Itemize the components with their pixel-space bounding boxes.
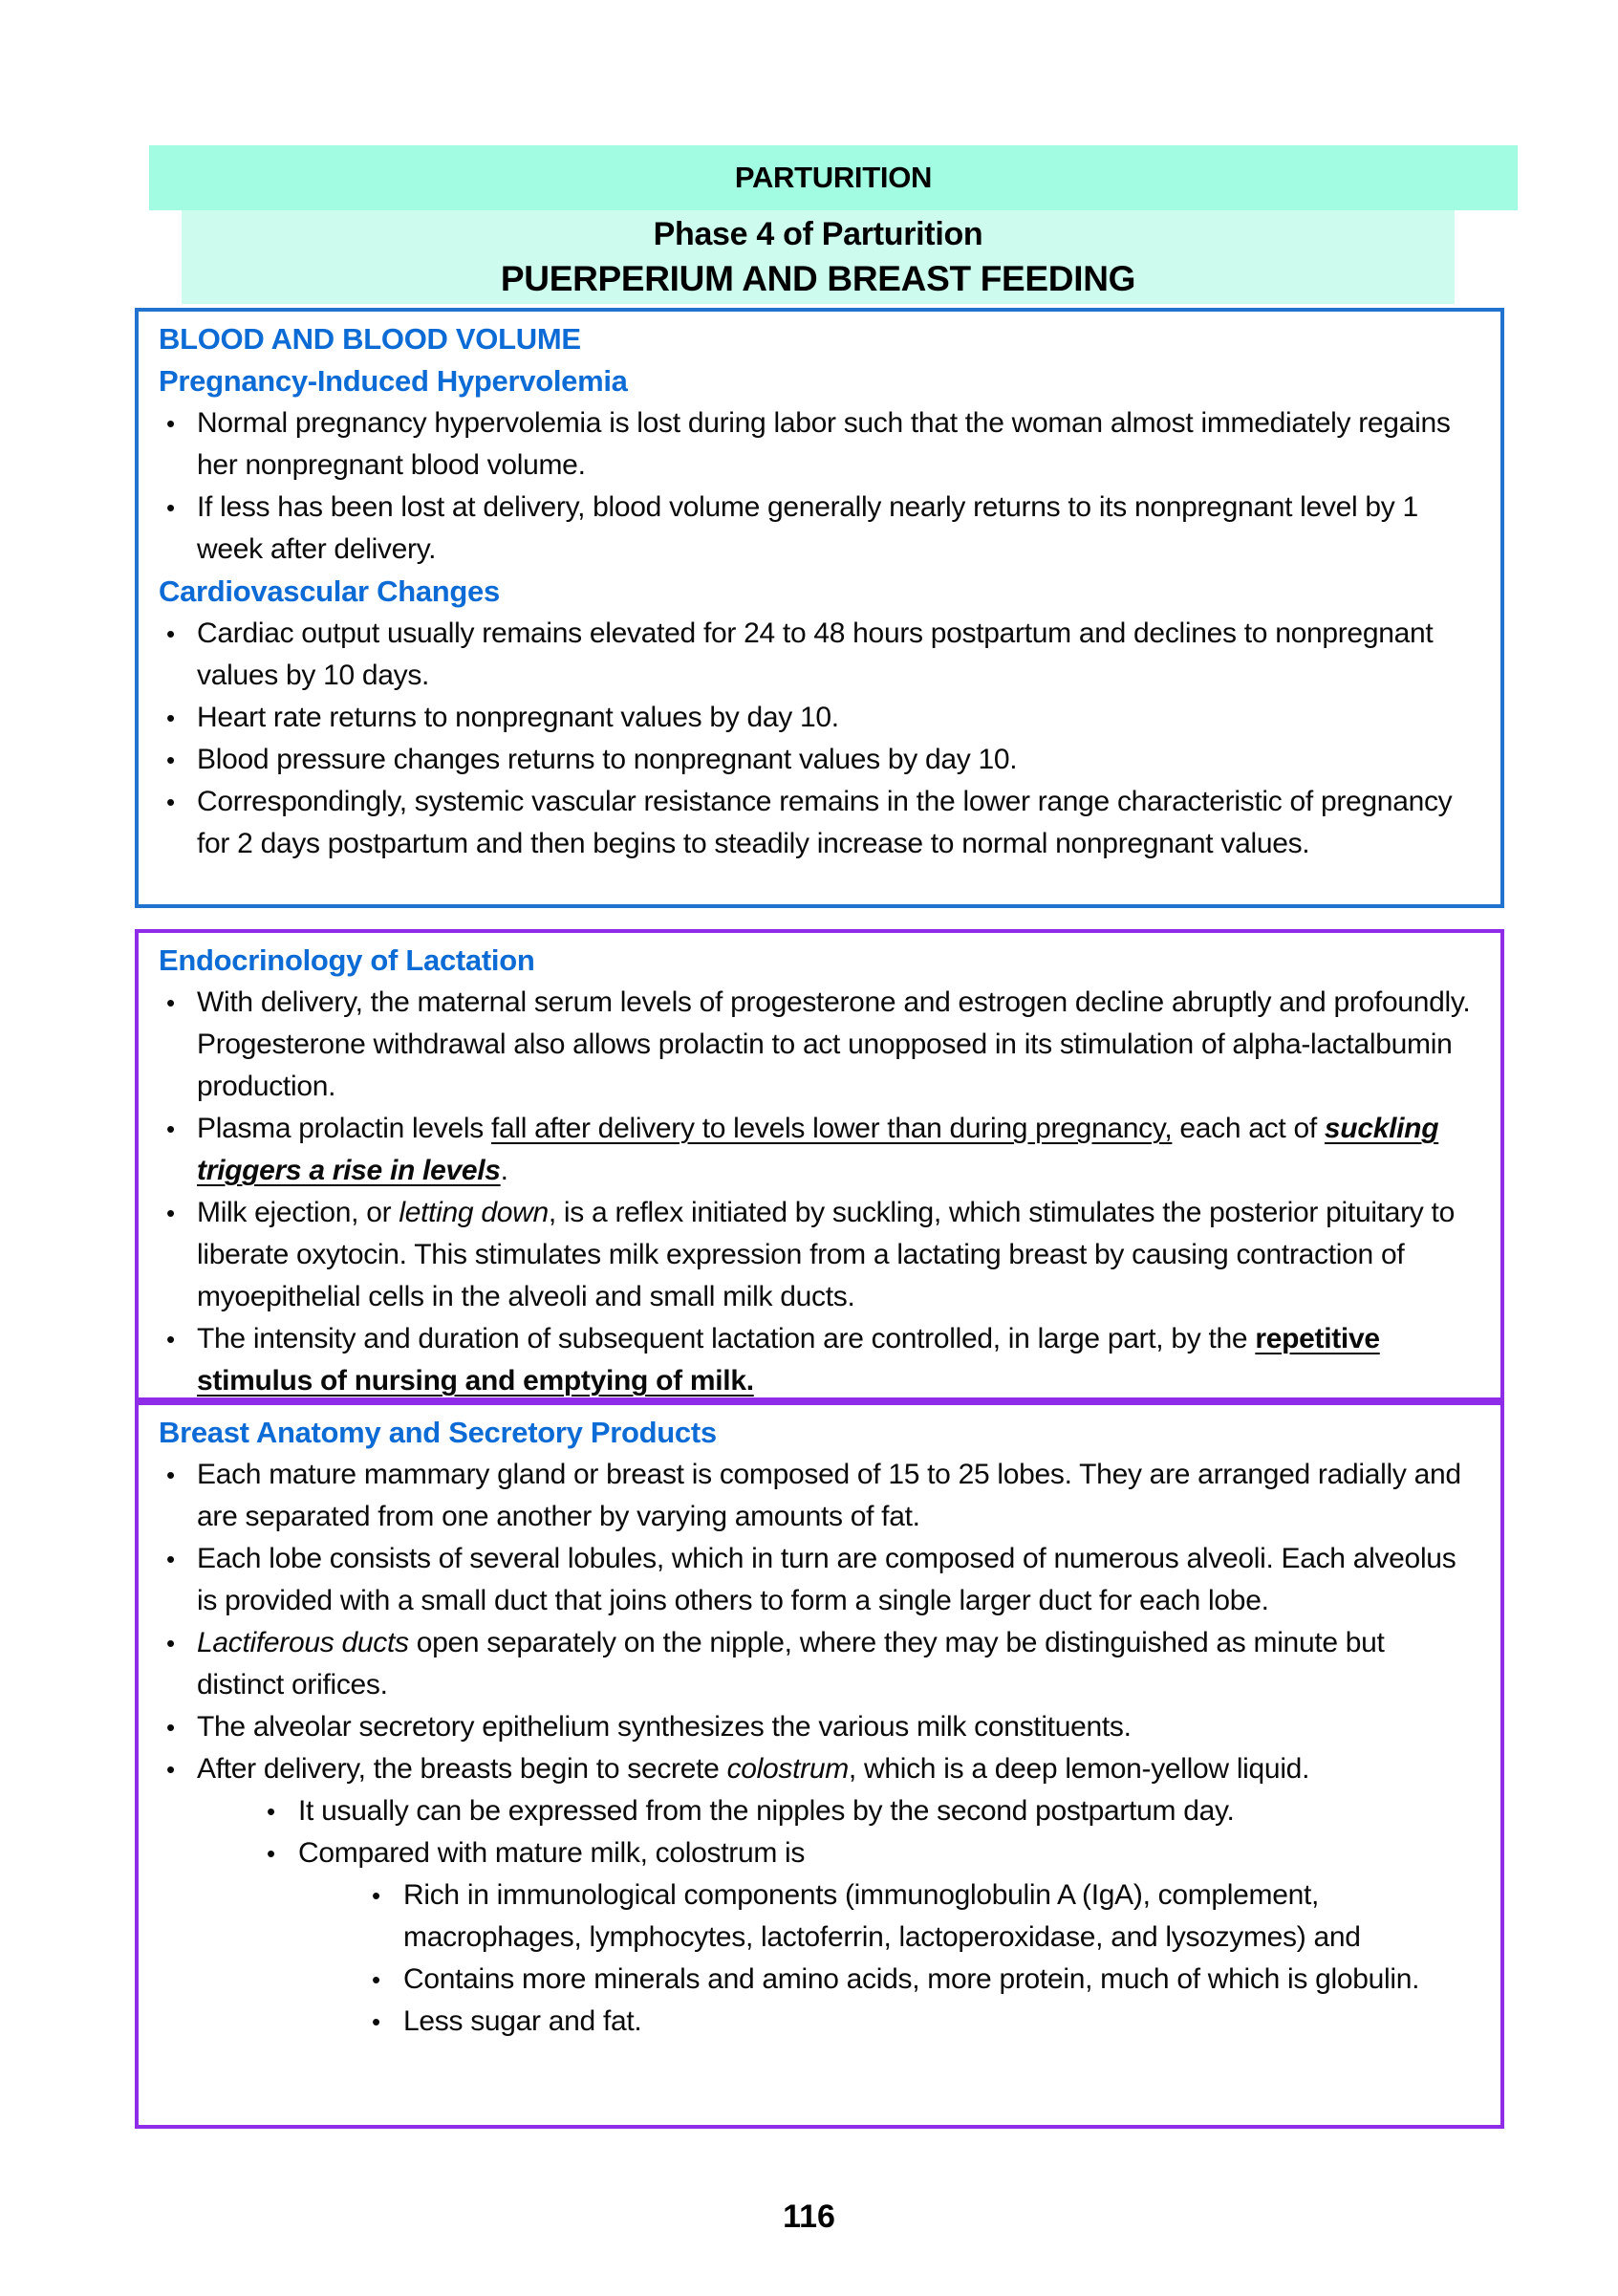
list-item — [159, 487, 1478, 571]
list-item — [159, 1538, 1478, 1622]
list-item — [159, 697, 1478, 739]
bullet-icon: • — [166, 1115, 175, 1143]
bullet-icon: • — [166, 746, 175, 774]
list-item-text: It usually can be expressed from the nipples by the second postpartum day. — [298, 1795, 1235, 1827]
section-box-endocrinology-lactation — [135, 929, 1504, 1401]
list-item — [159, 1874, 1478, 1959]
section-heading: BLOOD AND BLOOD VOLUME — [159, 322, 581, 356]
bullet-icon: • — [166, 988, 175, 1017]
list-item-text: Plasma prolactin levels fall after delivery to levels lower than during pregnancy, each act of suckling triggers a rise in levels. — [197, 1113, 1439, 1186]
list-item-text: Rich in immunological components (immunoglobulin A (IgA), complement, macrophages, lymphocytes, lactoferrin, lactoperoxidase, and lysozymes) and — [403, 1879, 1361, 1953]
bullet-icon: • — [166, 1755, 175, 1784]
bullet-icon: • — [267, 1797, 275, 1826]
list-item — [159, 1454, 1478, 1538]
page-number: 116 — [783, 2199, 835, 2235]
list-item — [159, 1832, 1478, 1874]
list-item-text: Normal pregnancy hypervolemia is lost during labor such that the woman almost immediately regains her nonpregnant blood volume. — [197, 407, 1451, 481]
list-item — [159, 1748, 1478, 1790]
bullet-icon: • — [166, 1199, 175, 1227]
section-heading: Endocrinology of Lactation — [159, 943, 535, 977]
list-item — [159, 1108, 1478, 1192]
list-item-text: Heart rate returns to nonpregnant values by day 10. — [197, 702, 839, 733]
list-item — [159, 613, 1478, 697]
list-item-text: Blood pressure changes returns to nonpregnant values by day 10. — [197, 744, 1018, 775]
bullet-icon: • — [372, 1965, 380, 1994]
list-item-text: Lactiferous ducts open separately on the nipple, where they may be distinguished as minute but distinct orifices. — [197, 1627, 1385, 1700]
list-item — [159, 1706, 1478, 1748]
list-item — [159, 2001, 1478, 2043]
bullet-icon: • — [166, 619, 175, 648]
bullet-icon: • — [166, 1545, 175, 1573]
section-box-blood-volume — [135, 308, 1504, 908]
list-item-text: Milk ejection, or letting down, is a reflex initiated by suckling, which stimulates the posterior pituitary to liberate oxytocin. This stimulates milk expression from a lactating breast by causing contraction of myoepithelial cells in the alveoli and small milk ducts. — [197, 1197, 1455, 1312]
list-item-text: The intensity and duration of subsequent lactation are controlled, in large part, by the repetitive stimulus of nursing and emptying of milk. — [197, 1323, 1380, 1397]
list-item-text: Correspondingly, systemic vascular resistance remains in the lower range characteristic of pregnancy for 2 days postpartum and then begins to steadily increase to normal nonpregnant values. — [197, 786, 1453, 859]
list-item-text: If less has been lost at delivery, blood volume generally nearly returns to its nonpregnant level by 1 week after delivery. — [197, 491, 1418, 565]
list-item — [159, 1959, 1478, 2001]
list-item — [159, 1192, 1478, 1318]
bullet-list-breast — [159, 1454, 1478, 2043]
list-item-text: Compared with mature milk, colostrum is — [298, 1837, 806, 1869]
section-heading: Breast Anatomy and Secretory Products — [159, 1416, 717, 1449]
bullet-list-lactation — [159, 982, 1478, 1401]
bullet-icon: • — [166, 788, 175, 816]
list-item — [159, 982, 1478, 1108]
bullet-icon: • — [267, 1839, 275, 1868]
list-item — [159, 1318, 1478, 1401]
bullet-list-hypervolemia — [159, 402, 1478, 571]
subsection-heading: Cardiovascular Changes — [159, 574, 500, 608]
list-item-text: After delivery, the breasts begin to secrete colostrum, which is a deep lemon-yellow liquid. — [197, 1753, 1310, 1785]
bullet-icon: • — [166, 409, 175, 438]
list-item-text: Less sugar and fat. — [403, 2005, 642, 2037]
list-item-text: Each mature mammary gland or breast is composed of 15 to 25 lobes. They are arranged radially and are separated from one another by varying amounts of fat. — [197, 1459, 1461, 1532]
list-item-text: Cardiac output usually remains elevated for 24 to 48 hours postpartum and declines to nonpregnant values by 10 days. — [197, 617, 1434, 691]
list-item-text: The alveolar secretory epithelium synthesizes the various milk constituents. — [197, 1711, 1132, 1743]
bullet-icon: • — [166, 704, 175, 732]
subtitle-topic: PUERPERIUM AND BREAST FEEDING — [500, 259, 1136, 298]
bullet-icon: • — [166, 1325, 175, 1354]
list-item — [159, 781, 1478, 865]
list-item — [159, 739, 1478, 781]
list-item-text: Contains more minerals and amino acids, more protein, much of which is globulin. — [403, 1963, 1420, 1995]
section-box-breast-anatomy — [135, 1401, 1504, 2129]
bullet-icon: • — [166, 1461, 175, 1489]
bullet-icon: • — [372, 2007, 380, 2036]
bullet-icon: • — [166, 1713, 175, 1742]
page-title: PARTURITION — [734, 161, 933, 194]
page-subtitle-band — [182, 210, 1455, 304]
list-item-text: With delivery, the maternal serum levels of progesterone and estrogen decline abruptly and profoundly. Progesterone withdrawal also allows prolactin to act unopposed in its stimulation of alpha-lactalbumin production. — [197, 986, 1471, 1102]
subsection-heading: Pregnancy-Induced Hypervolemia — [159, 364, 628, 398]
list-item — [159, 1622, 1478, 1706]
list-item — [159, 1790, 1478, 1832]
bullet-icon: • — [166, 1629, 175, 1657]
list-item-text: Each lobe consists of several lobules, which in turn are composed of numerous alveoli. Each alveolus is provided with a small duct that joins others to form a single larger duct for each lobe. — [197, 1543, 1456, 1616]
bullet-icon: • — [372, 1881, 380, 1910]
subtitle-phase: Phase 4 of Parturition — [653, 216, 983, 252]
bullet-icon: • — [166, 493, 175, 522]
page-title-band — [149, 145, 1518, 210]
bullet-list-cardiovascular — [159, 613, 1478, 865]
list-item — [159, 402, 1478, 487]
